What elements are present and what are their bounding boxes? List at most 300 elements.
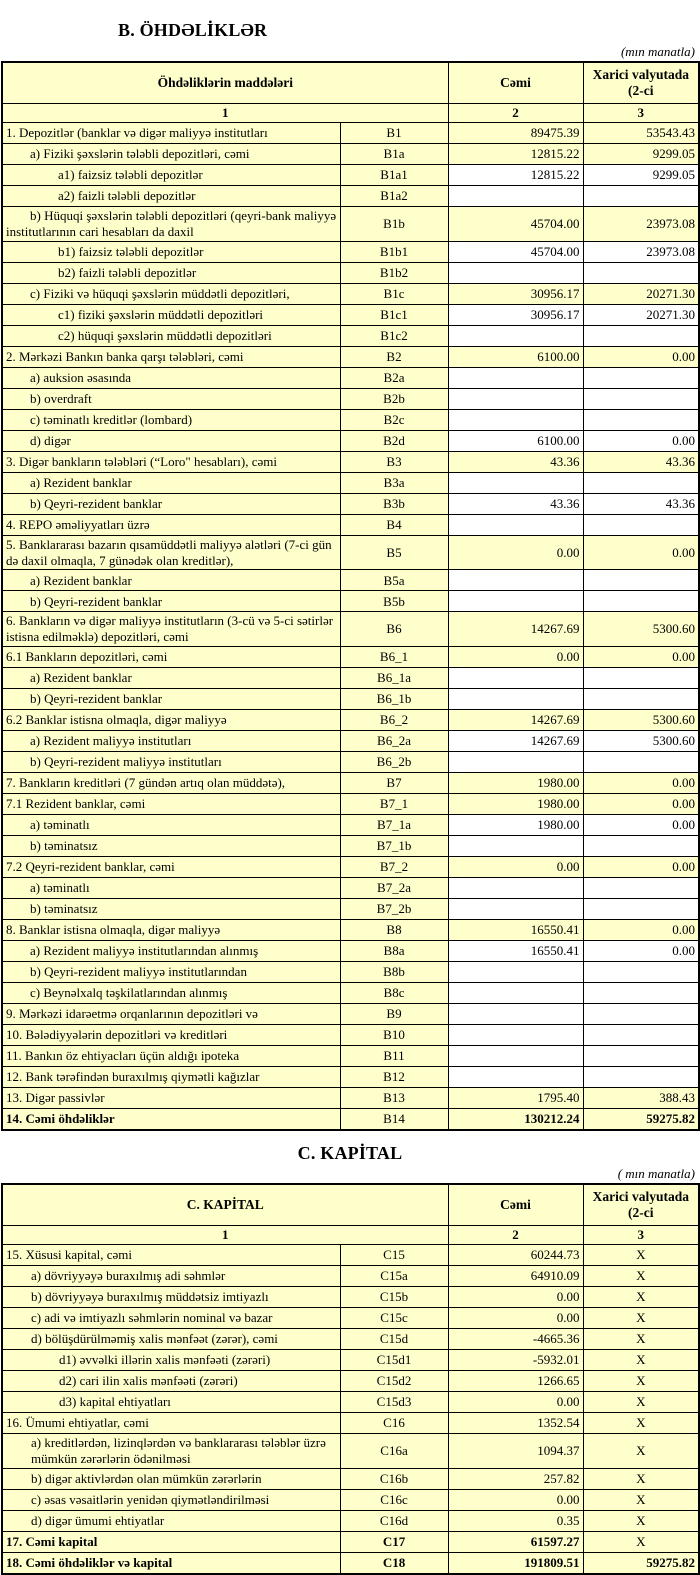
row-fx-value xyxy=(583,325,699,346)
table-row xyxy=(2,647,699,668)
row-label: b) Qeyri-rezident banklar xyxy=(2,493,340,514)
table-row xyxy=(2,325,699,346)
row-total-value: 0.00 xyxy=(448,857,583,878)
table-row xyxy=(2,1245,699,1266)
row-fx-value: X xyxy=(583,1329,699,1350)
row-fx-value: X xyxy=(583,1510,699,1531)
row-label: b1) faizsiz tələbli depozitlər xyxy=(2,241,340,262)
row-total-value xyxy=(448,899,583,920)
row-total-value: 64910.09 xyxy=(448,1266,583,1287)
table-row xyxy=(2,430,699,451)
row-fx-value xyxy=(583,899,699,920)
row-fx-value: 5300.60 xyxy=(583,612,699,647)
row-total-value: 12815.22 xyxy=(448,144,583,165)
row-label: a) Fiziki şəxslərin tələbli depozitləri, cəmi xyxy=(2,144,340,165)
table-row xyxy=(2,962,699,983)
row-total-value xyxy=(448,1046,583,1067)
table-row xyxy=(2,1434,699,1469)
table-row xyxy=(2,144,699,165)
table-row xyxy=(2,1468,699,1489)
row-label: c) Fiziki və hüquqi şəxslərin müddətli depozitləri, xyxy=(2,283,340,304)
row-code: B8c xyxy=(340,983,448,1004)
table-row xyxy=(2,836,699,857)
row-fx-value: 59275.82 xyxy=(583,1109,699,1131)
row-label: 11. Bankın öz ehtiyacları üçün aldığı ipoteka xyxy=(2,1046,340,1067)
table-row xyxy=(2,535,699,570)
capital-section-title: C. KAPİTAL xyxy=(297,1143,403,1164)
table-row xyxy=(2,773,699,794)
row-code: B3b xyxy=(340,493,448,514)
row-label: 18. Cəmi öhdəliklər və kapital xyxy=(2,1552,340,1574)
row-label: 7.1 Rezident banklar, cəmi xyxy=(2,794,340,815)
row-total-value xyxy=(448,262,583,283)
table-row xyxy=(2,1329,699,1350)
row-code: B7_1b xyxy=(340,836,448,857)
row-label: b2) faizli tələbli depozitlər xyxy=(2,262,340,283)
table-row xyxy=(2,1088,699,1109)
row-code: C15 xyxy=(340,1245,448,1266)
row-code: B7_2 xyxy=(340,857,448,878)
row-label: a) dövriyyəyə buraxılmış adi səhmlər xyxy=(2,1266,340,1287)
row-code: B8b xyxy=(340,962,448,983)
row-total-value: -5932.01 xyxy=(448,1350,583,1371)
row-total-value xyxy=(448,962,583,983)
row-total-value: 257.82 xyxy=(448,1468,583,1489)
row-total-value xyxy=(448,983,583,1004)
row-fx-value xyxy=(583,836,699,857)
table-row xyxy=(2,878,699,899)
row-fx-value: 0.00 xyxy=(583,857,699,878)
row-total-value: 61597.27 xyxy=(448,1531,583,1552)
row-fx-value: 43.36 xyxy=(583,451,699,472)
table-row xyxy=(2,346,699,367)
liabilities-fx-header: Xarici valyutada (2-ci xyxy=(583,62,699,104)
row-fx-value: 23973.08 xyxy=(583,207,699,242)
table-row xyxy=(2,668,699,689)
table-row xyxy=(2,304,699,325)
row-code: C16d xyxy=(340,1510,448,1531)
row-label: b) təminatsız xyxy=(2,899,340,920)
row-fx-value: X xyxy=(583,1489,699,1510)
table-row xyxy=(2,1392,699,1413)
colnum-3: 3 xyxy=(583,104,699,123)
row-total-value: 0.35 xyxy=(448,1510,583,1531)
row-code: B7_1a xyxy=(340,815,448,836)
row-total-value: 6100.00 xyxy=(448,430,583,451)
row-code: B13 xyxy=(340,1088,448,1109)
row-fx-value: 0.00 xyxy=(583,920,699,941)
row-code: B6_1 xyxy=(340,647,448,668)
row-label: c) adi və imtiyazlı səhmlərin nominal və bazar xyxy=(2,1308,340,1329)
row-label: 7.2 Qeyri-rezident banklar, cəmi xyxy=(2,857,340,878)
row-code: B7_1 xyxy=(340,794,448,815)
row-label: a) təminatlı xyxy=(2,878,340,899)
row-fx-value: 0.00 xyxy=(583,535,699,570)
row-total-value xyxy=(448,1025,583,1046)
row-code: B2d xyxy=(340,430,448,451)
row-fx-value xyxy=(583,409,699,430)
row-code: B10 xyxy=(340,1025,448,1046)
table-row xyxy=(2,1552,699,1574)
row-code: B1b2 xyxy=(340,262,448,283)
row-code: B6_2b xyxy=(340,752,448,773)
row-code: B8a xyxy=(340,941,448,962)
table-row xyxy=(2,241,699,262)
row-code: B1a2 xyxy=(340,186,448,207)
row-code: C15c xyxy=(340,1308,448,1329)
row-fx-value: 23973.08 xyxy=(583,241,699,262)
table-row xyxy=(2,207,699,242)
row-fx-value: X xyxy=(583,1266,699,1287)
row-label: c1) fiziki şəxslərin müddətli depozitləri xyxy=(2,304,340,325)
row-fx-value: 0.00 xyxy=(583,346,699,367)
row-code: B3 xyxy=(340,451,448,472)
row-code: B3a xyxy=(340,472,448,493)
row-total-value xyxy=(448,668,583,689)
row-fx-value: X xyxy=(583,1371,699,1392)
row-fx-value xyxy=(583,1004,699,1025)
row-label: 15. Xüsusi kapital, cəmi xyxy=(2,1245,340,1266)
table-row xyxy=(2,1531,699,1552)
row-label: 7. Bankların kreditləri (7 gündən artıq olan müddətə), xyxy=(2,773,340,794)
table-row xyxy=(2,591,699,612)
row-fx-value xyxy=(583,388,699,409)
row-fx-value xyxy=(583,983,699,1004)
row-code: C15a xyxy=(340,1266,448,1287)
row-label: d1) əvvəlki illərin xalis mənfəəti (zərəri) xyxy=(2,1350,340,1371)
row-fx-value: X xyxy=(583,1531,699,1552)
row-total-value xyxy=(448,1004,583,1025)
table-row xyxy=(2,1308,699,1329)
row-fx-value: 20271.30 xyxy=(583,283,699,304)
table-row xyxy=(2,1004,699,1025)
row-total-value xyxy=(448,325,583,346)
row-fx-value: 0.00 xyxy=(583,815,699,836)
table-row xyxy=(2,1371,699,1392)
row-total-value xyxy=(448,878,583,899)
row-total-value: 1795.40 xyxy=(448,1088,583,1109)
row-total-value: 30956.17 xyxy=(448,304,583,325)
row-fx-value: 0.00 xyxy=(583,773,699,794)
row-total-value: 0.00 xyxy=(448,1392,583,1413)
table-row xyxy=(2,262,699,283)
row-fx-value: 0.00 xyxy=(583,794,699,815)
row-total-value: 1266.65 xyxy=(448,1371,583,1392)
liabilities-unit-note: (mın manatla) xyxy=(620,44,695,59)
row-fx-value xyxy=(583,514,699,535)
liabilities-colnum-row xyxy=(2,104,699,123)
table-row xyxy=(2,1350,699,1371)
row-label: b) Hüquqi şəxslərin tələbli depozitləri (qeyri-bank maliyyə institutlarının cari hesabları da daxil xyxy=(2,207,340,242)
capital-colnum-row xyxy=(2,1226,699,1245)
row-code: B1b xyxy=(340,207,448,242)
row-label: 1. Depozitlər (banklar və digər maliyyə institutları xyxy=(2,123,340,144)
row-label: 6.1 Bankların depozitləri, cəmi xyxy=(2,647,340,668)
row-code: B7 xyxy=(340,773,448,794)
row-label: b) Qeyri-rezident banklar xyxy=(2,591,340,612)
row-code: B5a xyxy=(340,570,448,591)
row-code: B2c xyxy=(340,409,448,430)
row-fx-value xyxy=(583,752,699,773)
liabilities-total-header: Cəmi xyxy=(448,62,583,104)
row-label: a) Rezident maliyyə institutlarından alınmış xyxy=(2,941,340,962)
row-total-value xyxy=(448,689,583,710)
table-row xyxy=(2,941,699,962)
row-label: b) Qeyri-rezident maliyyə institutları xyxy=(2,752,340,773)
row-total-value: 45704.00 xyxy=(448,241,583,262)
colnum-1: 1 xyxy=(2,104,448,123)
table-row xyxy=(2,283,699,304)
row-fx-value: 9299.05 xyxy=(583,165,699,186)
row-label: b) təminatsız xyxy=(2,836,340,857)
liabilities-items-header: Öhdəliklərin maddələri xyxy=(2,62,448,104)
table-row xyxy=(2,367,699,388)
row-label: d) digər xyxy=(2,430,340,451)
row-label: 9. Mərkəzi idarəetmə orqanlarının depozitləri və xyxy=(2,1004,340,1025)
row-code: C15d2 xyxy=(340,1371,448,1392)
row-total-value: 191809.51 xyxy=(448,1552,583,1574)
row-fx-value xyxy=(583,1025,699,1046)
row-total-value: 43.36 xyxy=(448,493,583,514)
table-row xyxy=(2,1510,699,1531)
capital-items-header: C. KAPİTAL xyxy=(2,1184,448,1226)
row-total-value: 6100.00 xyxy=(448,346,583,367)
row-code: B5b xyxy=(340,591,448,612)
table-row xyxy=(2,1489,699,1510)
row-code: B6_2 xyxy=(340,710,448,731)
row-fx-value: 0.00 xyxy=(583,941,699,962)
row-code: B6_1a xyxy=(340,668,448,689)
row-fx-value xyxy=(583,186,699,207)
row-total-value xyxy=(448,514,583,535)
row-label: 2. Mərkəzi Bankın banka qarşı tələbləri, cəmi xyxy=(2,346,340,367)
row-total-value: 16550.41 xyxy=(448,920,583,941)
row-label: d) bölüşdürülməmiş xalis mənfəət (zərər), cəmi xyxy=(2,1329,340,1350)
row-label: b) overdraft xyxy=(2,388,340,409)
row-label: 17. Cəmi kapital xyxy=(2,1531,340,1552)
row-fx-value xyxy=(583,1067,699,1088)
table-row xyxy=(2,920,699,941)
row-code: B9 xyxy=(340,1004,448,1025)
row-label: a2) faizli tələbli depozitlər xyxy=(2,186,340,207)
table-row xyxy=(2,409,699,430)
row-total-value: 45704.00 xyxy=(448,207,583,242)
row-total-value: 12815.22 xyxy=(448,165,583,186)
row-code: B6_2a xyxy=(340,731,448,752)
table-row xyxy=(2,731,699,752)
row-total-value xyxy=(448,409,583,430)
row-fx-value: 53543.43 xyxy=(583,123,699,144)
capital-total-header: Cəmi xyxy=(448,1184,583,1226)
row-code: C17 xyxy=(340,1531,448,1552)
row-fx-value: X xyxy=(583,1434,699,1469)
row-total-value xyxy=(448,836,583,857)
row-label: a) Rezident banklar xyxy=(2,668,340,689)
row-code: C15d1 xyxy=(340,1350,448,1371)
table-row xyxy=(2,451,699,472)
row-fx-value xyxy=(583,570,699,591)
row-code: B1b1 xyxy=(340,241,448,262)
colnum-3: 3 xyxy=(583,1226,699,1245)
row-fx-value: X xyxy=(583,1308,699,1329)
row-label: a) auksion əsasında xyxy=(2,367,340,388)
row-total-value xyxy=(448,367,583,388)
row-label: 12. Bank tərəfindən buraxılmış qiymətli kağızlar xyxy=(2,1067,340,1088)
row-code: C15b xyxy=(340,1287,448,1308)
row-label: 4. REPO əməliyyatları üzrə xyxy=(2,514,340,535)
table-row xyxy=(2,1109,699,1131)
row-total-value xyxy=(448,570,583,591)
table-row xyxy=(2,186,699,207)
row-fx-value: 20271.30 xyxy=(583,304,699,325)
table-row xyxy=(2,514,699,535)
row-label: 6. Bankların və digər maliyyə institutların (3-cü və 5-ci sətirlər istisna edilməklə) depozitləri, cəmi xyxy=(2,612,340,647)
row-fx-value xyxy=(583,962,699,983)
row-code: B12 xyxy=(340,1067,448,1088)
row-label: d3) kapital ehtiyatları xyxy=(2,1392,340,1413)
row-label: c) əsas vəsaitlərin yenidən qiymətləndirilməsi xyxy=(2,1489,340,1510)
row-total-value: 0.00 xyxy=(448,1308,583,1329)
row-fx-value: X xyxy=(583,1468,699,1489)
row-total-value: 30956.17 xyxy=(448,283,583,304)
row-label: 10. Bələdiyyələrin depozitləri və kreditləri xyxy=(2,1025,340,1046)
row-code: C16a xyxy=(340,1434,448,1469)
row-code: C16 xyxy=(340,1413,448,1434)
table-row xyxy=(2,710,699,731)
table-row xyxy=(2,899,699,920)
row-total-value: 14267.69 xyxy=(448,612,583,647)
row-total-value: 1980.00 xyxy=(448,815,583,836)
row-code: B1c1 xyxy=(340,304,448,325)
row-total-value: 130212.24 xyxy=(448,1109,583,1131)
row-fx-value: 5300.60 xyxy=(583,710,699,731)
table-row xyxy=(2,1413,699,1434)
row-total-value: 0.00 xyxy=(448,535,583,570)
row-fx-value xyxy=(583,668,699,689)
row-fx-value: 9299.05 xyxy=(583,144,699,165)
table-row xyxy=(2,123,699,144)
row-label: 16. Ümumi ehtiyatlar, cəmi xyxy=(2,1413,340,1434)
table-row xyxy=(2,388,699,409)
row-fx-value xyxy=(583,1046,699,1067)
liabilities-header-row xyxy=(2,62,699,104)
row-label: 3. Digər bankların tələbləri (“Loro" hesabları), cəmi xyxy=(2,451,340,472)
row-code: B8 xyxy=(340,920,448,941)
row-code: C18 xyxy=(340,1552,448,1574)
table-row xyxy=(2,857,699,878)
row-total-value xyxy=(448,752,583,773)
table-row xyxy=(2,1067,699,1088)
row-code: B1a xyxy=(340,144,448,165)
row-code: B1 xyxy=(340,123,448,144)
table-row xyxy=(2,493,699,514)
row-code: B7_2b xyxy=(340,899,448,920)
capital-fx-header: Xarici valyutada (2-ci xyxy=(583,1184,699,1226)
row-label: d) digər ümumi ehtiyatlar xyxy=(2,1510,340,1531)
row-fx-value xyxy=(583,262,699,283)
table-row xyxy=(2,1266,699,1287)
row-total-value xyxy=(448,472,583,493)
row-code: C16c xyxy=(340,1489,448,1510)
row-fx-value: 43.36 xyxy=(583,493,699,514)
row-code: B2a xyxy=(340,367,448,388)
row-fx-value xyxy=(583,591,699,612)
row-total-value xyxy=(448,1067,583,1088)
row-total-value xyxy=(448,591,583,612)
table-row xyxy=(2,165,699,186)
row-label: 13. Digər passivlər xyxy=(2,1088,340,1109)
table-row xyxy=(2,794,699,815)
row-code: C15d3 xyxy=(340,1392,448,1413)
table-row xyxy=(2,983,699,1004)
row-total-value: 0.00 xyxy=(448,1489,583,1510)
row-fx-value: X xyxy=(583,1350,699,1371)
row-label: c) təminatlı kreditlər (lombard) xyxy=(2,409,340,430)
capital-table xyxy=(1,1183,700,1575)
colnum-1: 1 xyxy=(2,1226,448,1245)
row-total-value xyxy=(448,388,583,409)
colnum-2: 2 xyxy=(448,104,583,123)
table-row xyxy=(2,472,699,493)
row-total-value: 89475.39 xyxy=(448,123,583,144)
row-label: 8. Banklar istisna olmaqla, digər maliyyə xyxy=(2,920,340,941)
table-row xyxy=(2,612,699,647)
row-label: b) Qeyri-rezident maliyyə institutlarından xyxy=(2,962,340,983)
row-fx-value xyxy=(583,878,699,899)
row-fx-value: X xyxy=(583,1413,699,1434)
liabilities-table xyxy=(1,61,700,1131)
row-label: a) Rezident maliyyə institutları xyxy=(2,731,340,752)
row-total-value: 1980.00 xyxy=(448,794,583,815)
row-code: B1c2 xyxy=(340,325,448,346)
row-code: C16b xyxy=(340,1468,448,1489)
row-label: 6.2 Banklar istisna olmaqla, digər maliyyə xyxy=(2,710,340,731)
row-label: b) digər aktivlərdən olan mümkün zərərlərin xyxy=(2,1468,340,1489)
table-row xyxy=(2,689,699,710)
row-code: B6_1b xyxy=(340,689,448,710)
row-label: 5. Banklararası bazarın qısamüddətli maliyyə alətləri (7-ci gün də daxil olmaqla, 7 günədək olan kreditlər), xyxy=(2,535,340,570)
row-label: c2) hüquqi şəxslərin müddətli depozitləri xyxy=(2,325,340,346)
table-row xyxy=(2,1025,699,1046)
row-fx-value: 0.00 xyxy=(583,647,699,668)
row-fx-value: X xyxy=(583,1287,699,1308)
row-fx-value xyxy=(583,472,699,493)
row-total-value: 43.36 xyxy=(448,451,583,472)
row-label: a) təminatlı xyxy=(2,815,340,836)
row-code: B11 xyxy=(340,1046,448,1067)
table-row xyxy=(2,1287,699,1308)
row-label: a) kreditlərdən, lizinqlərdən və banklararası tələblər üzrə mümkün zərərlərin ödənilməsi xyxy=(2,1434,340,1469)
capital-header-row xyxy=(2,1184,699,1226)
row-fx-value: 59275.82 xyxy=(583,1552,699,1574)
row-code: B1a1 xyxy=(340,165,448,186)
row-total-value: 16550.41 xyxy=(448,941,583,962)
row-total-value: 1094.37 xyxy=(448,1434,583,1469)
row-total-value: 1352.54 xyxy=(448,1413,583,1434)
row-code: B14 xyxy=(340,1109,448,1131)
row-total-value: 0.00 xyxy=(448,647,583,668)
row-code: B6 xyxy=(340,612,448,647)
row-label: a1) faizsiz tələbli depozitlər xyxy=(2,165,340,186)
table-row xyxy=(2,570,699,591)
row-label: 14. Cəmi öhdəliklər xyxy=(2,1109,340,1131)
row-code: B5 xyxy=(340,535,448,570)
row-label: a) Rezident banklar xyxy=(2,472,340,493)
row-total-value: -4665.36 xyxy=(448,1329,583,1350)
row-label: c) Beynəlxalq təşkilatlarından alınmış xyxy=(2,983,340,1004)
row-label: d2) cari ilin xalis mənfəəti (zərəri) xyxy=(2,1371,340,1392)
row-fx-value: 388.43 xyxy=(583,1088,699,1109)
